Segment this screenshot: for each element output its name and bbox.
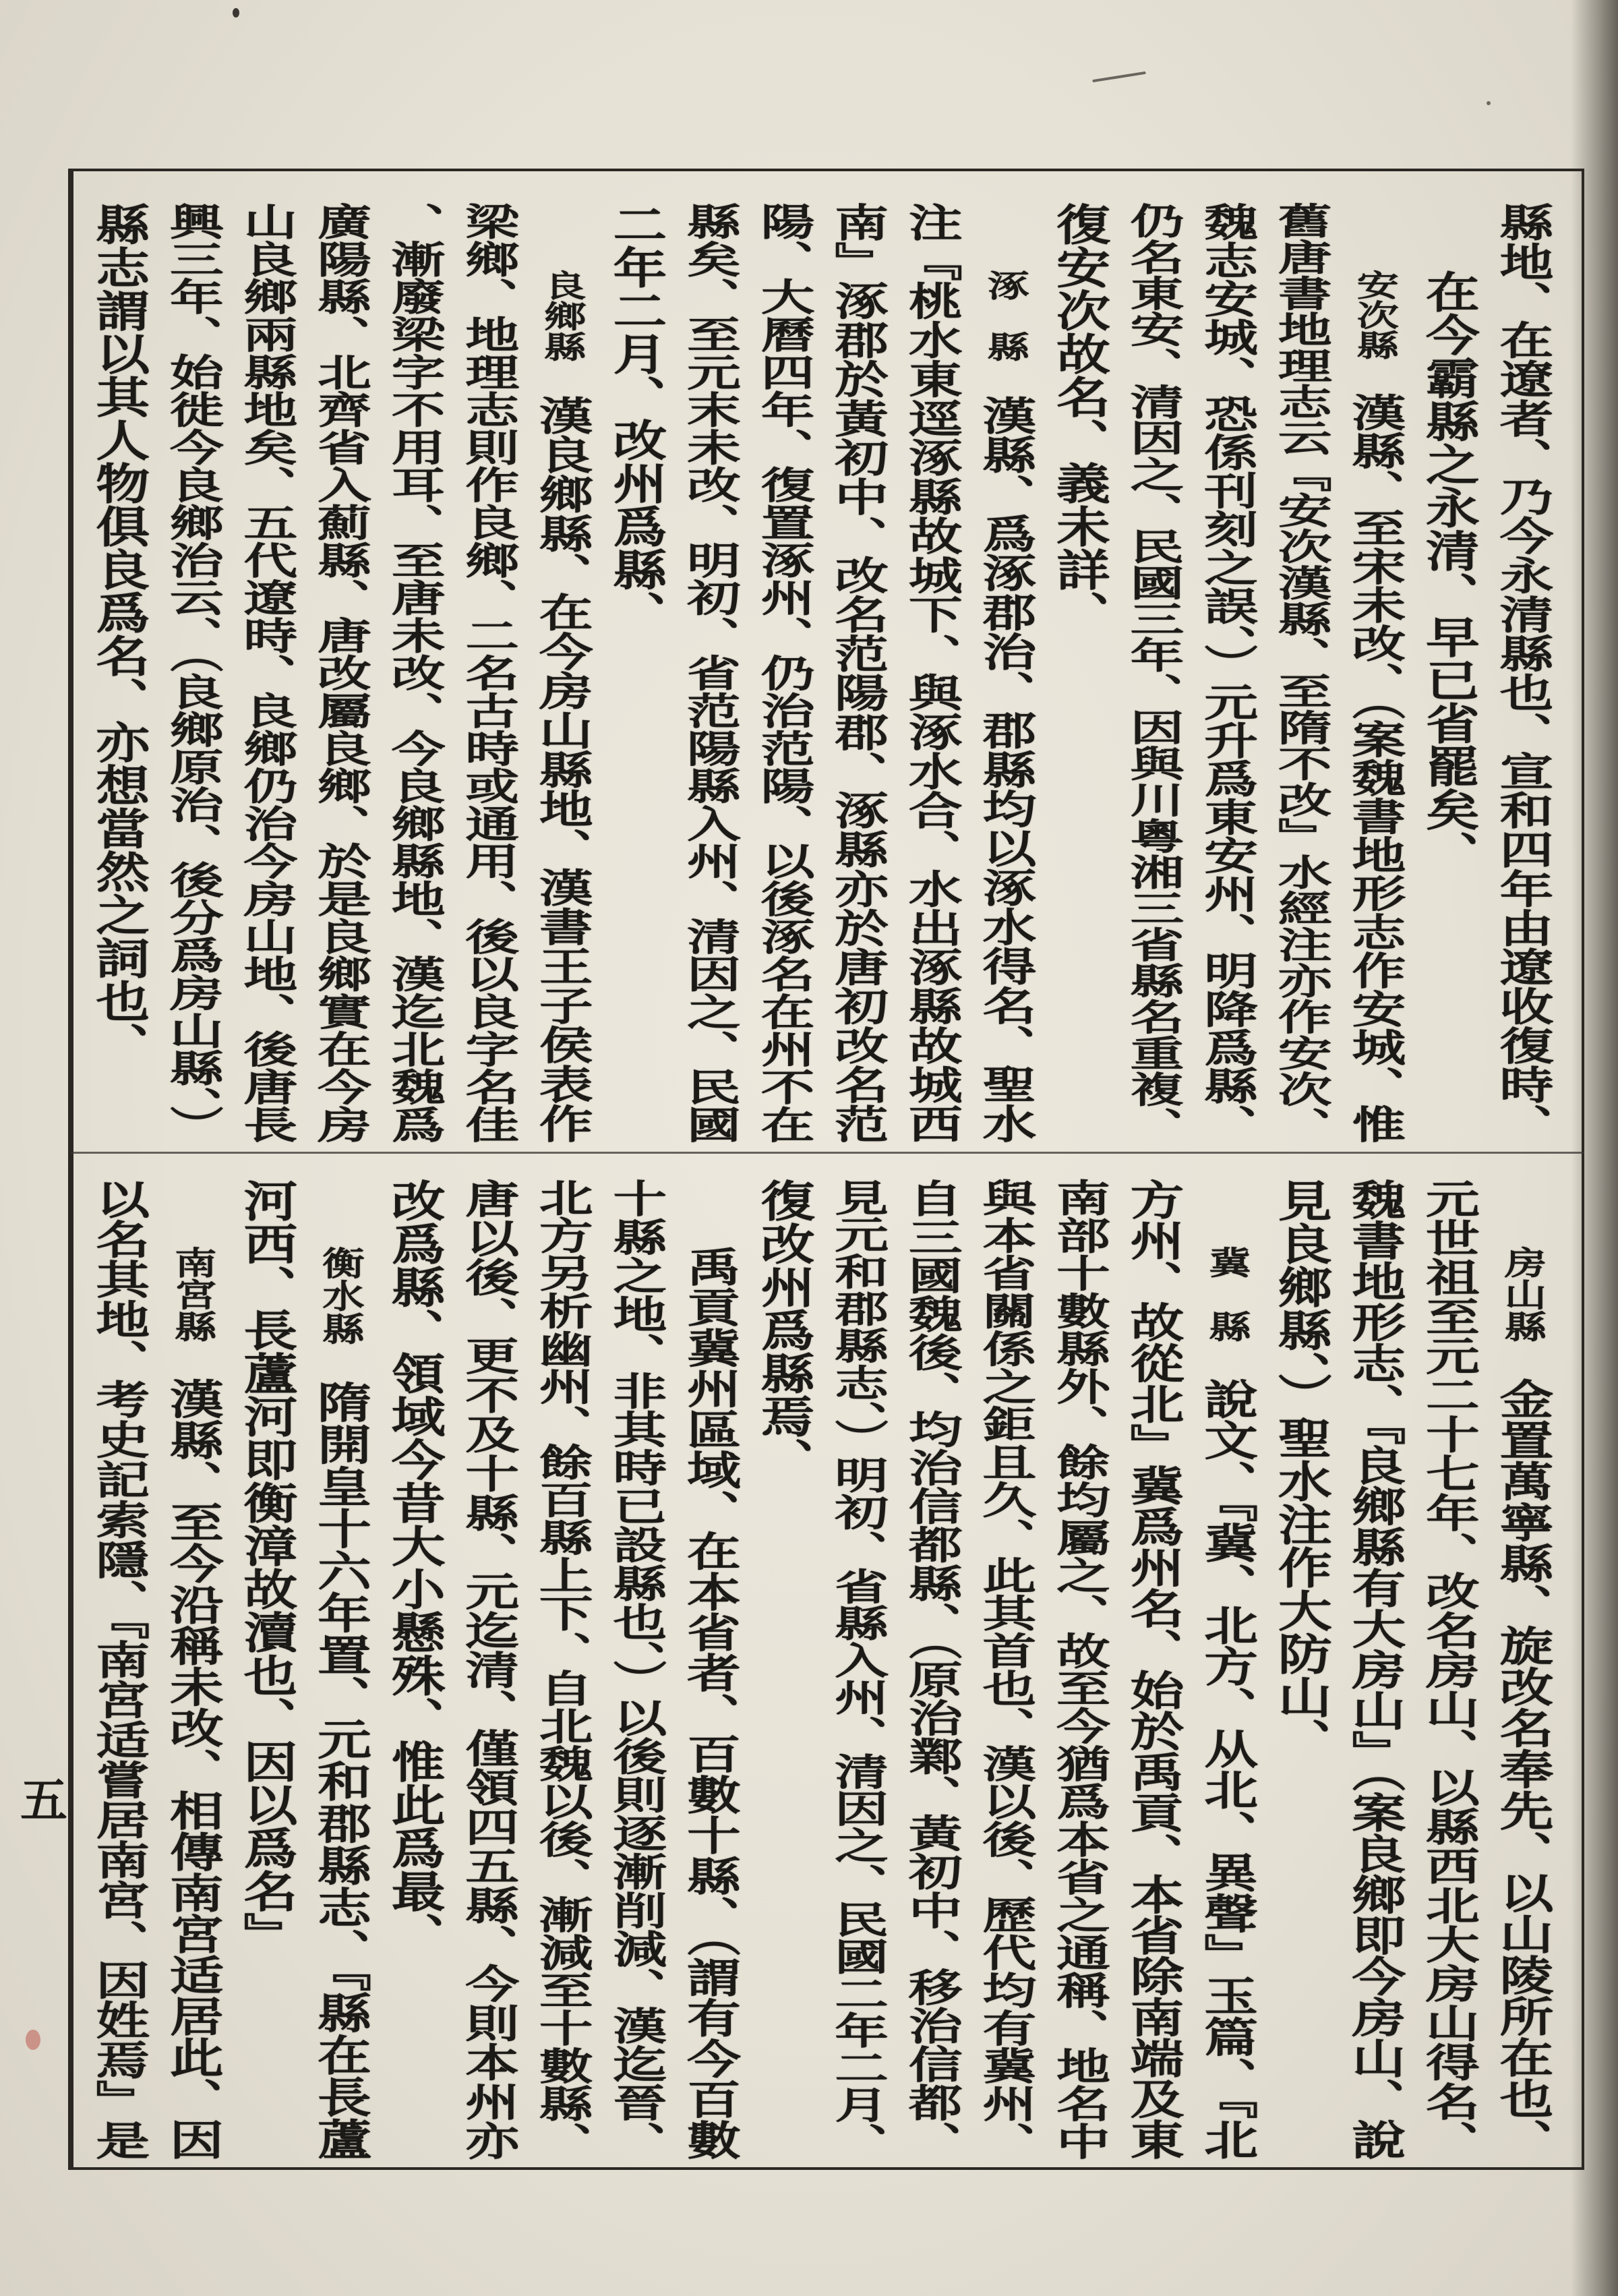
column-text: 金置萬寧縣、旋改名奉先、以山陵所在也、 <box>1491 1378 1554 2160</box>
top-column-8 <box>967 202 1042 1143</box>
column-text: 方州、故從北』冀爲州名、始於禹貢、本省除南端及東 <box>1121 1179 1185 2160</box>
bottom-column-10 <box>820 1179 894 2160</box>
bottom-column-14 <box>525 1179 599 2160</box>
entry-heading: 衡水縣 <box>315 1246 365 1345</box>
column-text: 縣志謂以其人物俱良爲名、亦想當然之詞也、 <box>86 202 150 1065</box>
column-text: 南』涿郡於黃初中、改名范陽郡、涿縣亦於唐初改名范 <box>825 202 889 1143</box>
column-text: 漢縣、至宋未改、（案魏書地形志作安城、惟 <box>1342 392 1406 1143</box>
column-text: 改爲縣、領域今昔大小懸殊、惟此爲最、 <box>382 1179 446 1955</box>
bottom-column-18 <box>229 1179 303 2160</box>
top-column-1 <box>1485 202 1559 1143</box>
stain-speck <box>26 2030 40 2050</box>
column-text: 唐以後、更不及十縣、元迄清、僅領四五縣、今則本州亦 <box>456 1179 520 2160</box>
bottom-column-1 <box>1485 1179 1559 2160</box>
top-column-12 <box>672 202 746 1143</box>
column-text: 漢良鄉縣、在今房山縣地、漢書王子侯表作 <box>530 395 594 1143</box>
column-text: 仍名東安、清因之、民國三年、因與川粵湘三省縣名重複、 <box>1121 202 1185 1143</box>
column-text: 說文、『冀、北方、从北、異聲』玉篇、『北 <box>1195 1378 1259 2160</box>
ink-speck <box>233 8 239 18</box>
top-register <box>81 202 1559 1143</box>
bottom-column-16 <box>377 1179 451 2160</box>
column-text: 漢縣、至今沿稱未改、相傳南宮适居此、因 <box>160 1378 224 2160</box>
bottom-register <box>81 1179 1559 2160</box>
bottom-column-13 <box>598 1179 672 2160</box>
column-text: 、漸廢梁字不用耳、至唐未改、今良鄉縣地、漢迄北魏爲 <box>382 202 446 1143</box>
column-text: 縣地、在遼者、乃今永清縣也、宣和四年由遼收復時、 <box>1491 202 1554 1143</box>
top-column-19 <box>155 202 229 1143</box>
top-column-20 <box>81 202 155 1143</box>
column-text: 十縣之地、非其時已設縣也、）以後則逐漸削減、漢迄晉、 <box>603 1179 667 2160</box>
column-text: 陽、大曆四年、復置涿州、仍治范陽、以後涿名在州不在 <box>752 202 816 1143</box>
bottom-column-17 <box>303 1179 377 2160</box>
top-column-7 <box>1042 202 1116 1143</box>
bottom-column-5 <box>1189 1179 1263 2160</box>
column-text: 縣矣、至元末未改、明初、省范陽縣入州、清因之、民國 <box>678 202 742 1143</box>
bottom-column-6 <box>1115 1179 1189 2160</box>
column-text: 復改州爲縣焉、 <box>752 1179 816 1481</box>
bottom-column-15 <box>450 1179 525 2160</box>
column-text: 河西、長蘆河即衡漳故瀆也、因以爲名』 <box>234 1179 298 1955</box>
top-column-10 <box>820 202 894 1143</box>
column-text: 見良鄉縣、）聖水注作大防山、 <box>1269 1179 1333 1761</box>
column-text: 魏志安城、恐係刊刻之誤、）元升爲東安州、明降爲縣、 <box>1195 202 1259 1143</box>
top-column-16 <box>377 202 451 1143</box>
bottom-column-2 <box>1411 1179 1485 2160</box>
entry-heading: 南宮縣 <box>167 1246 218 1343</box>
column-text: 注『桃水東逕涿縣故城下、與涿水合、水出涿縣故城西 <box>899 202 963 1143</box>
frame-left-rule <box>68 169 73 2170</box>
column-text: 梁鄉、地理志則作良鄉、二名古時或通用、後以良字名佳 <box>456 202 520 1143</box>
register-divider <box>71 1152 1584 1154</box>
entry-heading: 房山縣 <box>1497 1246 1547 1343</box>
column-text: 以名其地、考史記索隱、『南宮适嘗居南宮、因姓焉』是 <box>86 1179 150 2160</box>
bottom-column-20 <box>81 1179 155 2160</box>
column-text: 舊唐書地理志云『安次漢縣、至隋不改』水經注亦作安次、 <box>1269 202 1333 1143</box>
column-text: 南部十數縣外、餘均屬之、故至今猶爲本省之通稱、地名中 <box>1047 1179 1111 2160</box>
top-column-9 <box>894 202 968 1143</box>
column-text: 與本省關係之鉅且久、此其首也、漢以後、歷代均有冀州、 <box>973 1179 1037 2160</box>
top-column-5 <box>1189 202 1263 1143</box>
column-text: 興三年、始徙今良鄉治云、（良鄉原治、後分爲房山縣、） <box>160 202 224 1143</box>
column-text: 漢縣、爲涿郡治、郡縣均以涿水得名、聖水 <box>973 395 1037 1143</box>
column-text: 復安次故名、義未詳、 <box>1047 202 1111 634</box>
column-text: 廣陽縣、北齊省入薊縣、唐改屬良鄉、於是良鄉實在今房 <box>308 202 372 1143</box>
column-text: 山良鄉兩縣地矣、五代遼時、良鄉仍治今房山地、後唐長 <box>234 202 298 1143</box>
page-number: 五 <box>20 1772 67 1828</box>
entry-heading: 安次縣 <box>1349 270 1400 360</box>
entry-heading: 冀 縣 <box>1201 1246 1252 1343</box>
top-column-18 <box>229 202 303 1143</box>
column-text: 在今霸縣之永清、早已省罷矣、 <box>1416 270 1480 874</box>
column-text: 二年二月、改州爲縣、 <box>603 202 667 634</box>
column-text: 禹貢冀州區域、在本省者、百數十縣、（謂有今百數 <box>678 1246 742 2160</box>
column-text: 自三國魏後、均治信都縣、（原治鄴、黃初中、移治信都、 <box>899 1179 963 2160</box>
bottom-column-3 <box>1337 1179 1411 2160</box>
bottom-column-4 <box>1263 1179 1338 2160</box>
column-text: 見元和郡縣志、）明初、省縣入州、清因之、民國二年二月、 <box>825 1179 889 2160</box>
bottom-column-11 <box>746 1179 820 2160</box>
bottom-column-8 <box>967 1179 1042 2160</box>
bottom-column-12 <box>672 1179 746 2160</box>
top-column-15 <box>450 202 525 1143</box>
top-column-3 <box>1337 202 1411 1143</box>
top-column-14 <box>525 202 599 1143</box>
bottom-column-19 <box>155 1179 229 2160</box>
top-column-13 <box>598 202 672 1143</box>
column-text: 隋開皇十六年置、元和郡縣志、『縣在長蘆 <box>308 1380 372 2160</box>
column-text: 北方另析幽州、餘百縣上下、自北魏以後、漸減至十數縣、 <box>530 1179 594 2160</box>
top-column-6 <box>1115 202 1189 1143</box>
bottom-column-7 <box>1042 1179 1116 2160</box>
top-column-11 <box>746 202 820 1143</box>
top-column-4 <box>1263 202 1338 1143</box>
pencil-mark <box>1092 71 1146 82</box>
column-text: 元世祖至元二十七年、改名房山、以縣西北大房山得名、 <box>1416 1179 1480 2160</box>
entry-heading: 涿 縣 <box>980 270 1030 362</box>
ink-speck <box>1487 101 1491 105</box>
top-column-17 <box>303 202 377 1143</box>
top-column-2 <box>1411 202 1485 1143</box>
bottom-column-9 <box>894 1179 968 2160</box>
entry-heading: 良鄉縣 <box>537 270 587 362</box>
column-text: 魏書地形志、『良鄉縣有大房山』（案良鄉即今房山、說 <box>1342 1179 1406 2160</box>
